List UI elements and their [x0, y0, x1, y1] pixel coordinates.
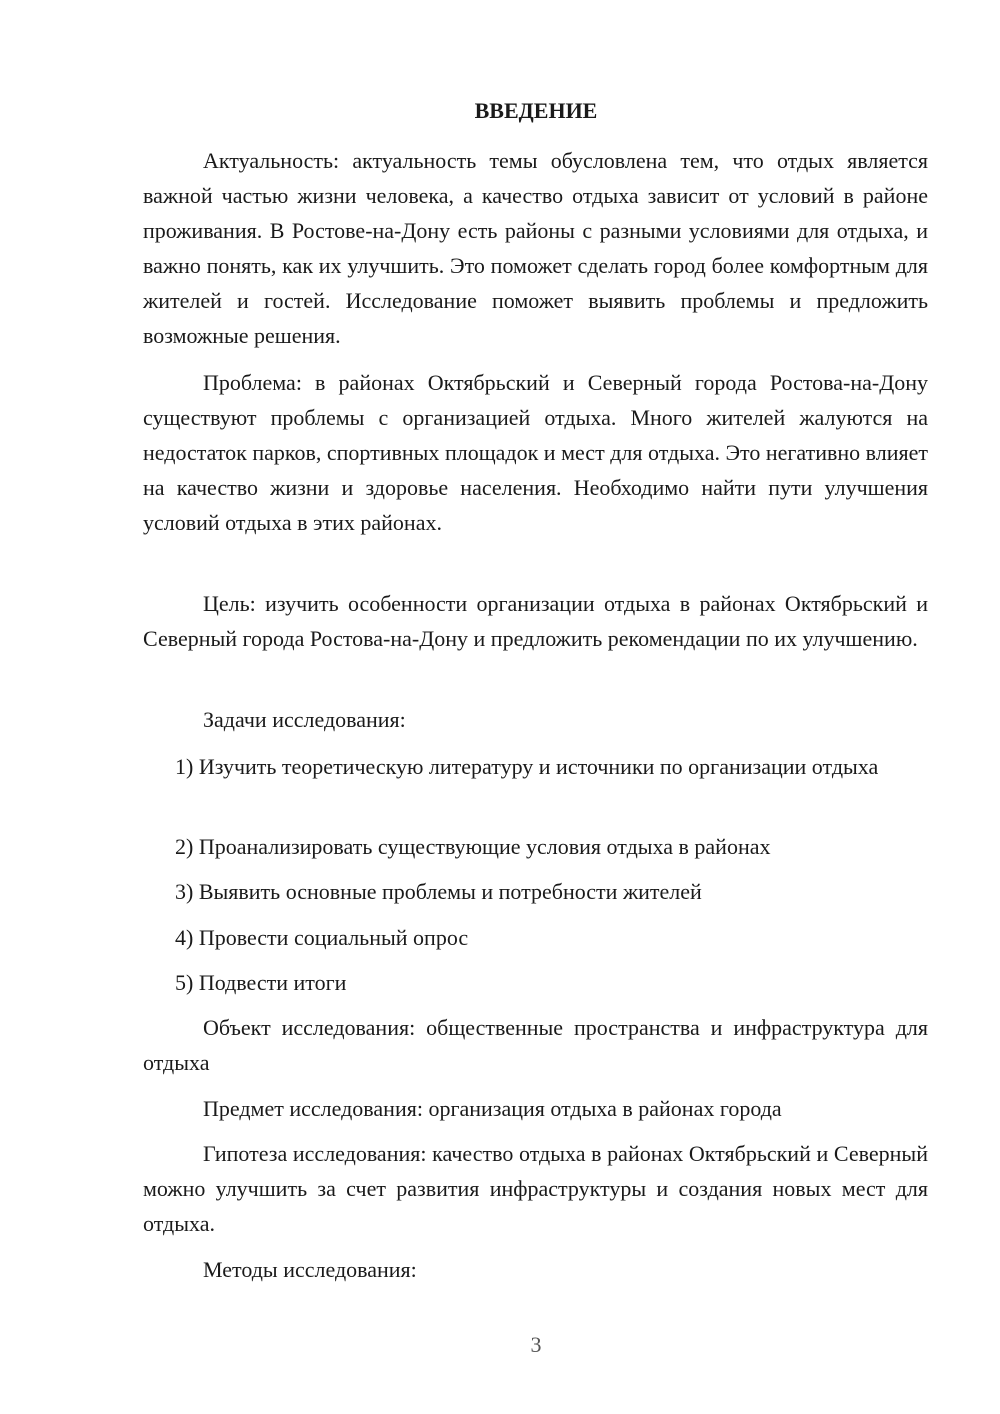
page-number: 3: [530, 1332, 542, 1357]
paragraph-object: Объект исследования: общественные пространства и инфраструктура для отдыха: [143, 1015, 928, 1075]
paragraph-tasks-heading: Задачи исследования:: [203, 707, 406, 732]
paragraph-subject: Предмет исследования: организация отдыха в районах города: [203, 1096, 782, 1121]
page-title: ВВЕДЕНИЕ: [474, 98, 598, 123]
paragraph-hypothesis: Гипотеза исследования: качество отдыха в районах Октябрьский и Северный можно улучшить за счет развития инфраструктуры и создания новых мест для отдыха.: [143, 1141, 928, 1236]
list-item-task-1: 1) Изучить теоретическую литературу и источники по организации отдыха: [175, 754, 879, 779]
list-item-task-5: 5) Подвести итоги: [175, 970, 347, 995]
list-item-task-2: 2) Проанализировать существующие условия отдыха в районах: [175, 834, 771, 859]
paragraph-methods-heading: Методы исследования:: [203, 1257, 417, 1282]
list-item-task-4: 4) Провести социальный опрос: [175, 925, 469, 950]
paragraph-problem: Проблема: в районах Октябрьский и Северный города Ростова-на-Дону существуют проблемы с организацией отдыха. Много жителей жалуются на недостаток парков, спортивных площадок и мест для отдыха. Это негативно влияет на качество жизни и здоровье населения. Необходимо найти пути улучшения условий отдыха в этих районах.: [143, 370, 928, 535]
list-item-task-3: 3) Выявить основные проблемы и потребности жителей: [175, 879, 702, 904]
paragraph-relevance: Актуальность: актуальность темы обусловлена тем, что отдых является важной частью жизни человека, а качество отдыха зависит от условий в районе проживания. В Ростове-на-Дону есть районы с разными условиями для отдыха, и важно понять, как их улучшить. Это поможет сделать город более комфортным для жителей и гостей. Исследование поможет выявить проблемы и предложить возможные решения.: [143, 148, 928, 348]
paragraph-goal: Цель: изучить особенности организации отдыха в районах Октябрьский и Северный города Ростова-на-Дону и предложить рекомендации по их улучшению.: [143, 591, 928, 651]
